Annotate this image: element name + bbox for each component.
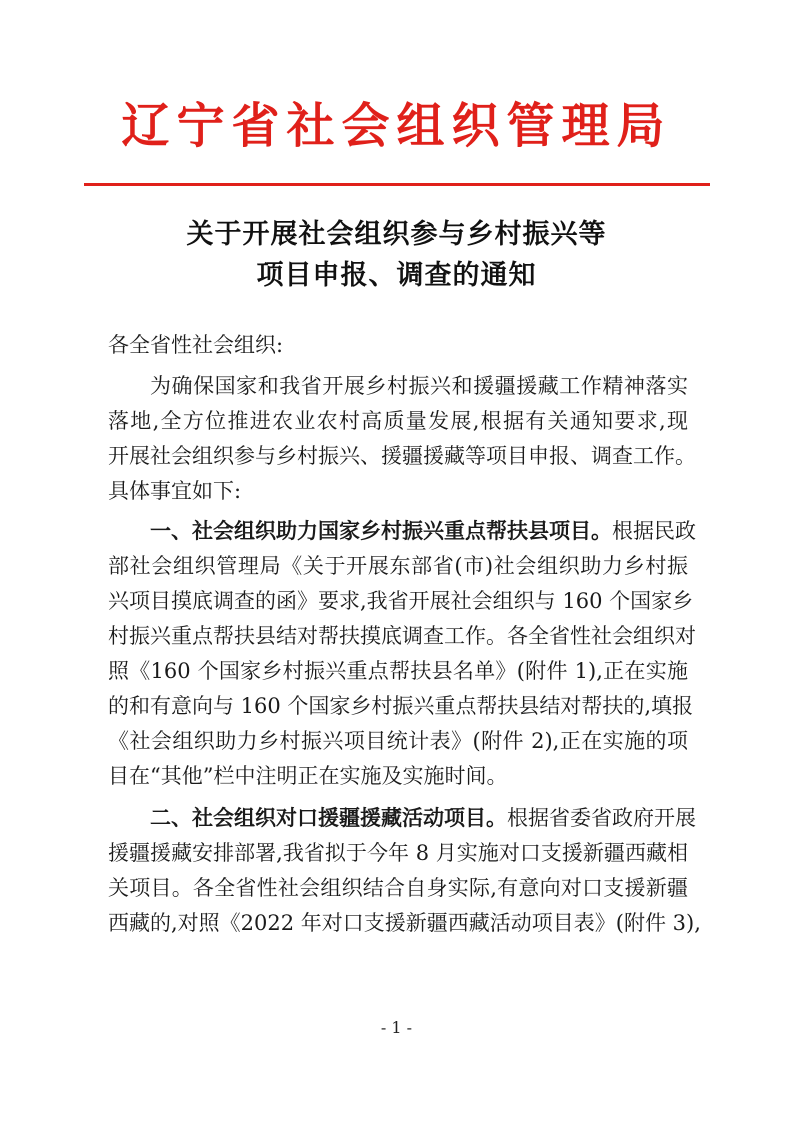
section-1-line: 目在“其他”栏中注明正在实施及实施时间。: [108, 764, 508, 788]
section-1-line: 照《160 个国家乡村振兴重点帮扶县名单》(附件 1),正在实施: [108, 659, 688, 683]
page-number: - 1 -: [380, 1018, 413, 1037]
document-title-line-1: 关于开展社会组织参与乡村振兴等: [186, 219, 607, 250]
section-1-first-line: [150, 516, 696, 546]
section-1-line: 兴项目摸底调查的函》要求,我省开展社会组织与 160 个国家乡: [108, 589, 694, 613]
section-1-heading: 一、社会组织助力国家乡村振兴重点帮扶县项目。: [150, 518, 612, 543]
section-1-line: 部社会组织管理局《关于开展东部省(市)社会组织助力乡村振: [108, 554, 688, 578]
section-2-line: 援疆援藏安排部署,我省拟于今年 8 月实施对口支援新疆西藏相: [108, 841, 688, 865]
paragraph-intro-line: 落地,全方位推进农业农村高质量发展,根据有关通知要求,现: [108, 409, 688, 433]
salutation: 各全省性社会组织:: [108, 333, 284, 357]
document-title-line-2: 项目申报、调查的通知: [256, 260, 537, 291]
section-2-heading: 二、社会组织对口援疆援藏活动项目。: [150, 805, 507, 830]
section-2-first-line: [150, 803, 696, 833]
paragraph-intro-line: 开展社会组织参与乡村振兴、援疆援藏等项目申报、调查工作。: [108, 444, 696, 468]
section-2-line: 关项目。各全省性社会组织结合自身实际,有意向对口支援新疆: [108, 876, 688, 900]
section-1-lead-text: 根据民政: [612, 519, 696, 543]
section-1-line: 《社会组织助力乡村振兴项目统计表》(附件 2),正在实施的项: [108, 729, 688, 753]
section-1-line: 的和有意向与 160 个国家乡村振兴重点帮扶县结对帮扶的,填报: [108, 694, 694, 718]
organization-header: 辽宁省社会组织管理局: [121, 98, 672, 154]
paragraph-intro-line: 具体事宜如下:: [108, 479, 242, 503]
paragraph-intro-line: 为确保国家和我省开展乡村振兴和援疆援藏工作精神落实: [150, 374, 688, 398]
section-1-line: 村振兴重点帮扶县结对帮扶摸底调查工作。各全省性社会组织对: [108, 624, 696, 648]
section-2-lead-text: 根据省委省政府开展: [507, 806, 696, 830]
header-red-rule: [84, 183, 710, 186]
section-2-line: 西藏的,对照《2022 年对口支援新疆西藏活动项目表》(附件 3),: [108, 911, 701, 935]
